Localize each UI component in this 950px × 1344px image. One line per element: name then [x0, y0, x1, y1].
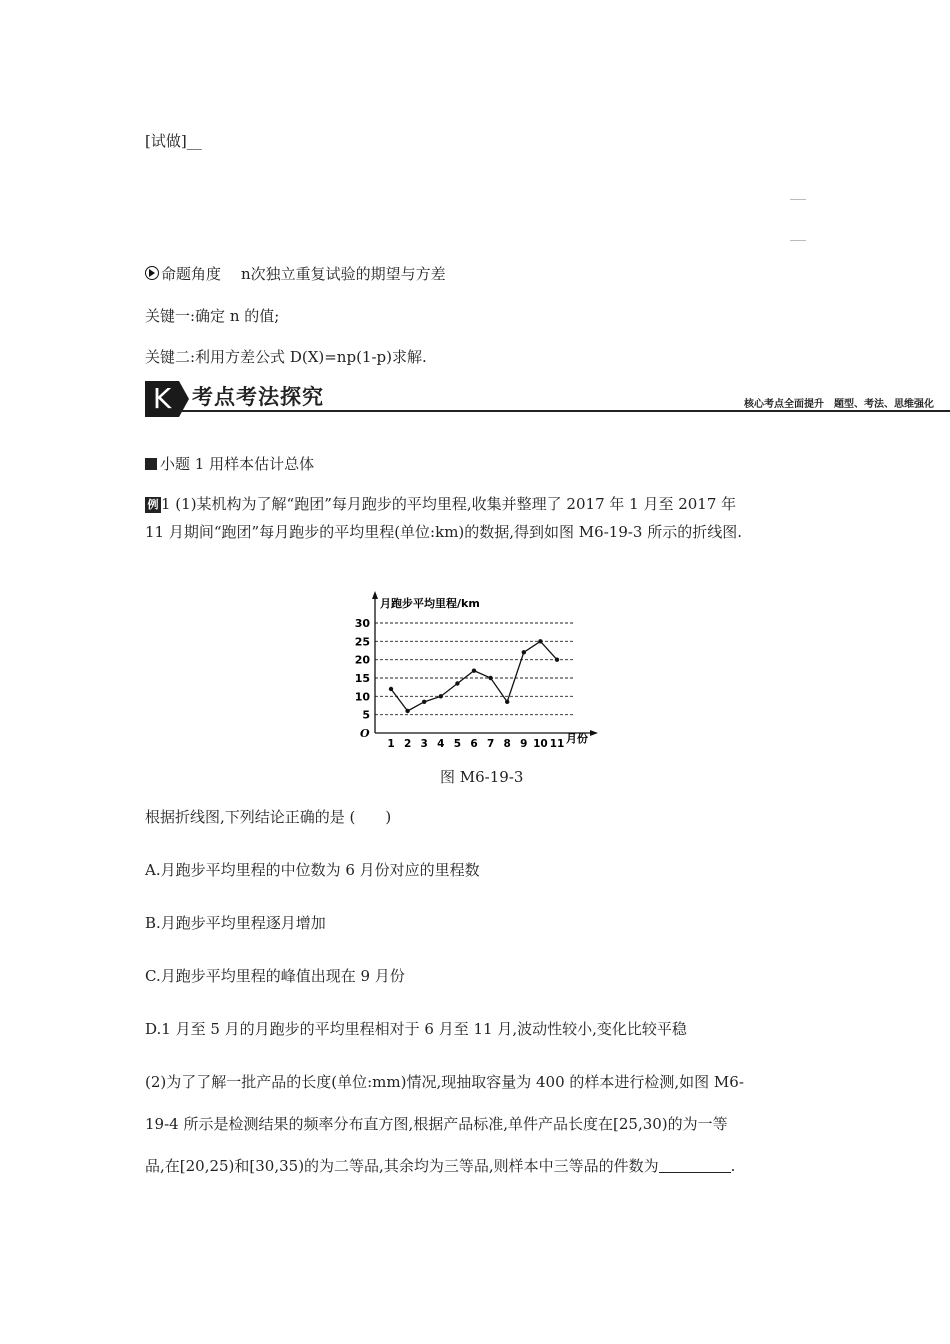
x-tick-label: 8: [503, 738, 511, 750]
subtopic-heading: [145, 453, 314, 474]
data-point: [505, 700, 509, 704]
figure-caption: 图 M6-19-3: [440, 768, 524, 786]
option-a: A.月跑步平均里程的中位数为 6 月份对应的里程数: [145, 861, 480, 879]
section-divider: [180, 410, 950, 412]
x-tick-label: 4: [437, 738, 445, 750]
x-tick-label: 3: [420, 738, 428, 750]
part2-line-2: 19-4 所示是检测结果的频率分布直方图,根据产品标准,单件产品长度在[25,30)的为一等: [145, 1115, 728, 1133]
data-point: [389, 687, 393, 691]
x-tick-label: 7: [486, 738, 495, 750]
y-tick-label: 10: [354, 690, 370, 704]
data-point: [538, 639, 542, 643]
x-tick-label: 1: [387, 738, 395, 750]
data-point: [405, 709, 409, 713]
play-icon: [145, 266, 159, 280]
x-tick-label: 6: [470, 738, 478, 750]
option-c: C.月跑步平均里程的峰值出现在 9 月份: [145, 967, 405, 985]
example-line-1: [145, 493, 736, 514]
option-b: B.月跑步平均里程逐月增加: [145, 914, 326, 932]
x-tick-label: 2: [403, 738, 412, 750]
line-chart: [330, 585, 600, 750]
x-tick-label: 10: [533, 738, 548, 750]
y-tick-label: 20: [354, 653, 370, 667]
option-d: D.1 月至 5 月的月跑步的平均里程相对于 6 月至 11 月,波动性较小,变化比较平稳: [145, 1020, 687, 1038]
y-tick-labels: [355, 617, 371, 722]
data-point: [522, 650, 526, 654]
x-axis-arrow: [590, 730, 598, 736]
question-text: 根据折线图,下列结论正确的是 ( ): [145, 808, 392, 826]
part2-line-1: (2)为了了解一批产品的长度(单位:mm)情况,现抽取容量为 400 的样本进行检测,如图 M6-: [145, 1073, 744, 1091]
x-tick-label: 9: [520, 738, 528, 750]
x-tick-label: 5: [453, 738, 462, 750]
key-two: 关键二:利用方差公式 D(X)=np(1-p)求解.: [145, 348, 427, 366]
series-line: [391, 641, 557, 711]
angle-label: 命题角度: [161, 265, 222, 283]
part2-line-3: [145, 1155, 735, 1176]
series-points: [389, 639, 559, 713]
angle-text: n次独立重复试验的期望与方差: [241, 265, 446, 283]
margin-dash: [790, 240, 806, 241]
y-tick-label: 30: [354, 617, 370, 630]
example-line-2: 11 月期间“跑团”每月跑步的平均里程(单位:km)的数据,得到如图 M6-19-3 所示的折线图.: [145, 523, 743, 541]
y-tick-label: 25: [354, 635, 370, 649]
proposition-angle: [145, 263, 446, 284]
key-one: 关键一:确定 n 的值;: [145, 307, 280, 325]
section-title: 考点考法探究: [192, 385, 324, 409]
part2-text-3: 品,在[20,25)和[30,35)的为二等品,其余均为三等品,则样本中三等品的件数为: [145, 1157, 659, 1175]
x-tick-labels: [387, 738, 564, 750]
section-subtitle: 核心考点全面提升 题型、考法、思维强化: [744, 399, 934, 410]
example-text-1: 1 (1)某机构为了解“跑团”每月跑步的平均里程,收集并整理了 2017 年 1 月至 2017 年: [161, 495, 737, 513]
data-point: [555, 657, 559, 661]
part2-end: .: [730, 1157, 736, 1175]
y-tick-label: 5: [362, 708, 370, 722]
answer-blank[interactable]: [659, 1158, 731, 1173]
y-axis-label: 月跑步平均里程/km: [380, 597, 480, 610]
example-badge-icon: 例: [145, 497, 161, 513]
origin-label: O: [360, 727, 370, 740]
data-point: [439, 694, 443, 698]
data-point: [455, 681, 459, 685]
data-point: [488, 676, 492, 680]
x-tick-label: 11: [549, 738, 565, 750]
subtopic-text: 小题 1 用样本估计总体: [160, 455, 315, 473]
y-tick-label: 15: [354, 672, 370, 685]
data-point: [422, 700, 426, 704]
x-axis-label: 月份: [566, 732, 588, 745]
try-label: [试做]__: [145, 132, 202, 150]
margin-dash: [790, 199, 806, 200]
data-point: [472, 668, 476, 672]
square-bullet-icon: [145, 458, 157, 470]
section-k-icon: K: [145, 381, 179, 417]
y-axis-arrow: [372, 591, 378, 599]
